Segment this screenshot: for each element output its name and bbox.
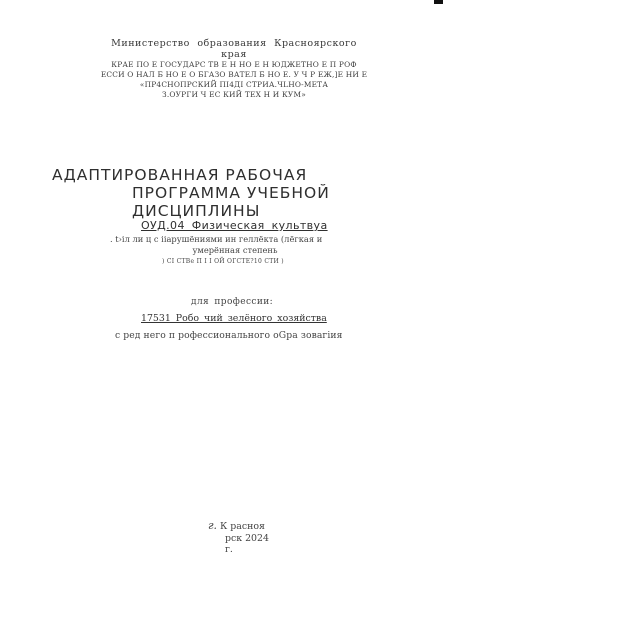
city-line-2: рск 2024 — [225, 532, 269, 544]
document-header — [96, 38, 372, 100]
profession-name: 17531 Робо чий зелёного хозяйства — [141, 313, 327, 324]
city-prefix: г. — [208, 519, 218, 532]
city-year — [208, 520, 269, 556]
document-title-line-1: АДАПТИРОВАННАЯ РАБОЧАЯ — [52, 166, 308, 184]
city-line-3: г. — [225, 544, 233, 555]
target-students — [110, 234, 360, 267]
for-profession-label: для профессии: — [191, 297, 274, 307]
document-title-line-2: ПРОГРАММА УЧЕБНОЙ — [132, 184, 330, 202]
document-title-line-3: ДИСЦИПЛИНЫ — [132, 202, 261, 220]
corner-mark — [434, 0, 443, 4]
ministry-name: Министерство образования Красноярского края — [111, 38, 357, 60]
city-line-1: К расноя — [220, 521, 265, 532]
target-students-line-3: ) СI СТВе П I I ОЙ ОГСТЕ?10 СТИ ) — [162, 258, 284, 265]
target-students-line-1: . t›iл ли ц с iiарушёниями ин геллёкта (лёгкая и — [110, 234, 323, 244]
organization-line-2: ЕССИ О НАЛ Б НО Е О БГАЗО ВАТЕЛ Б НО Е. У Ч Р ЕЖ,]Е НИ Е — [100, 70, 368, 79]
education-level: с ред него п рофессионального оGра зовагiия — [115, 330, 343, 341]
organization-line-3: «ПР4СНОПРСКИЙ ПI4ДI СТРИА.ЧLНО-МЕТА — [139, 80, 329, 89]
target-students-line-2: умерённая степень — [192, 245, 278, 255]
organization-line-4: З.ОУРГИ Ч ЕС КИЙ ТЕХ Н И КУМ» — [162, 90, 306, 99]
organization-line-1: КРАЕ ПО Е ГОСУДАРС ТВ Е Н НО Е Н ЮДЖЕТНО Е П РОФ — [111, 60, 357, 69]
discipline-name: ОУД.04 Физическая культвуа — [141, 219, 328, 232]
